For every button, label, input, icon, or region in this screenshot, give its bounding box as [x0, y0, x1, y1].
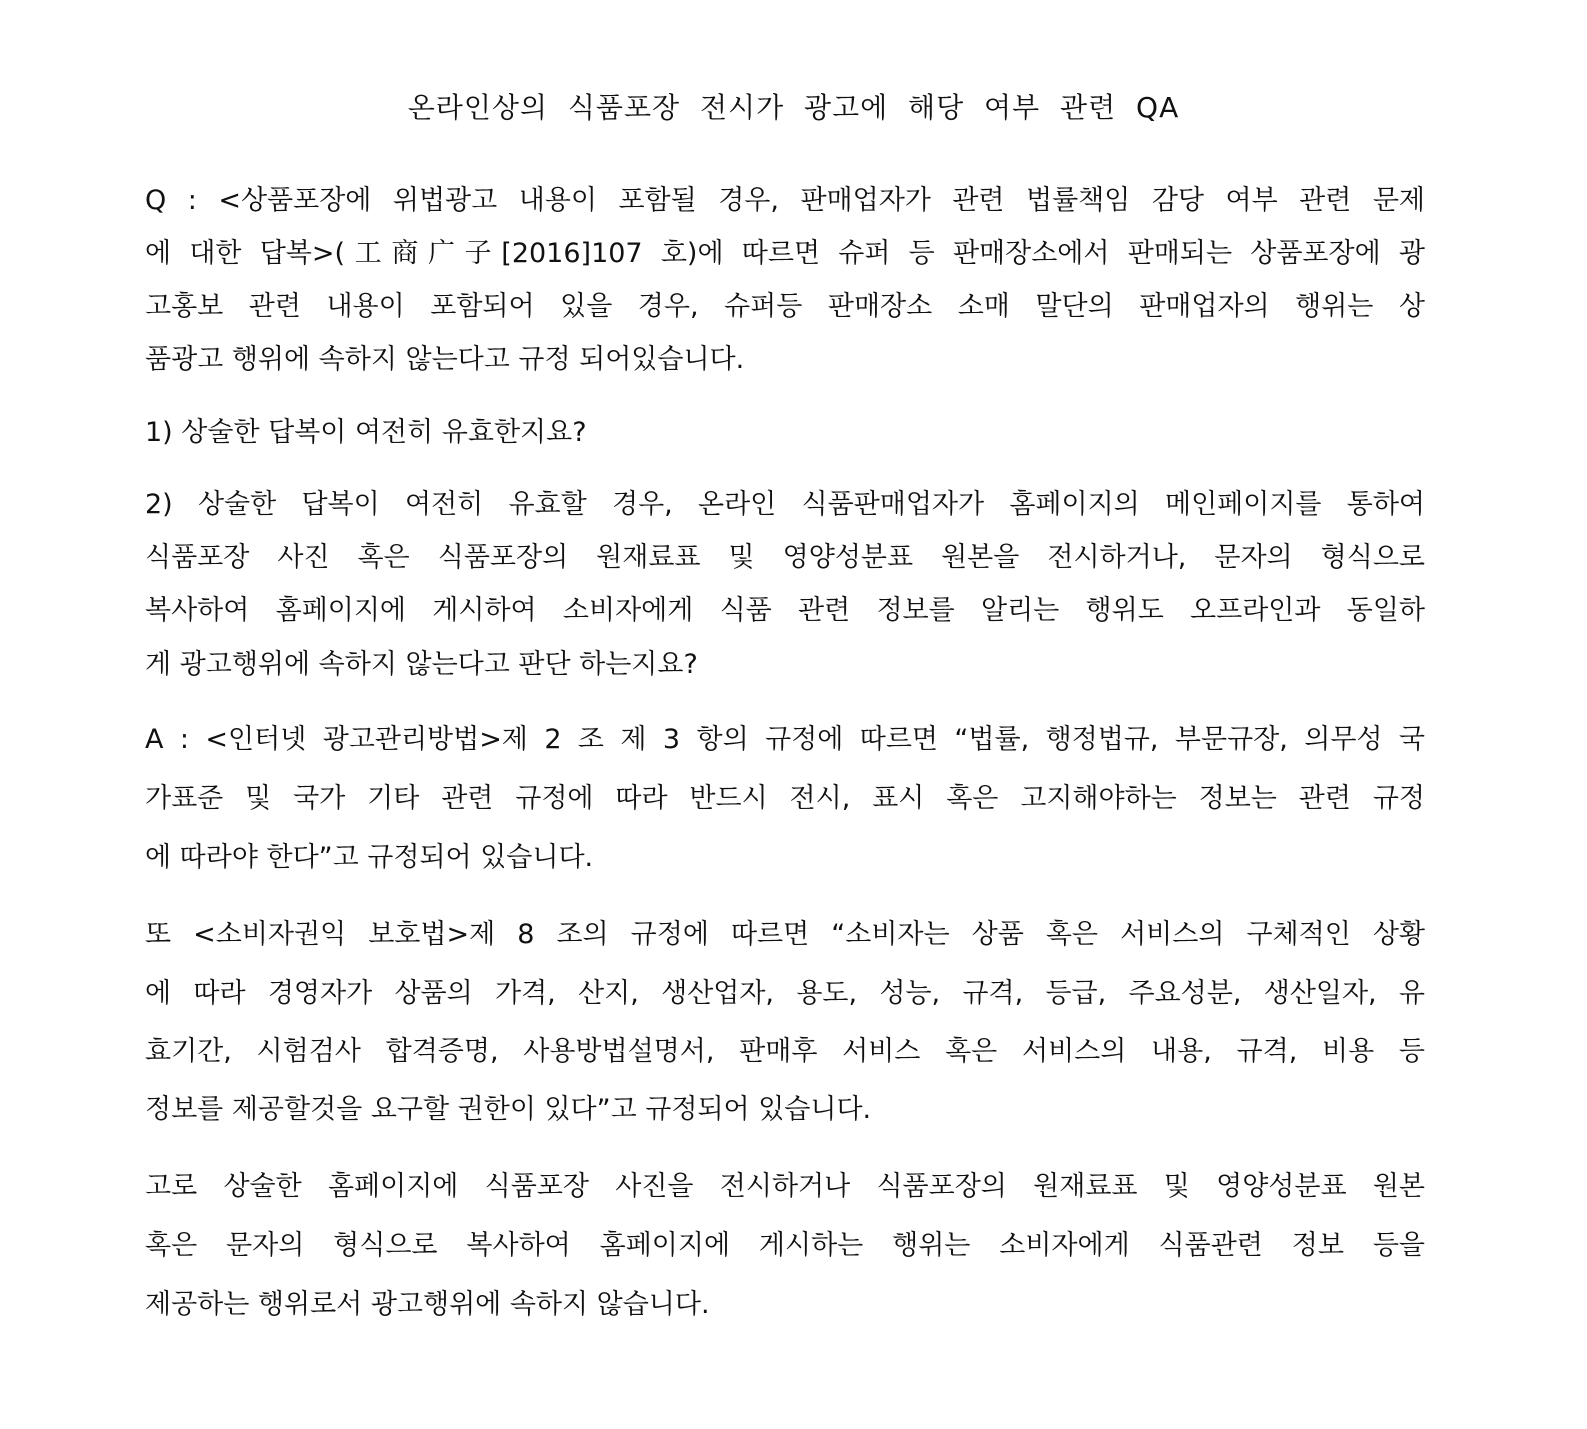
answer-2-line-1: 또 <소비자권익 보호법>제 8 조의 규정에 따르면 “소비자는 상품 혹은 서비스의 구체적인 상황: [145, 919, 1425, 950]
sub-question-2-line-4: 게 광고행위에 속하지 않는다고 판단 하는지요?: [145, 649, 698, 680]
question-line-1: Q : <상품포장에 위법광고 내용이 포함될 경우, 판매업자가 관련 법률책임 감당 여부 관련 문제: [145, 185, 1425, 216]
answer-1-line-2: 가표준 및 국가 기타 관련 규정에 따라 반드시 전시, 표시 혹은 고지해야하는 정보는 관련 규정: [145, 783, 1425, 814]
answer-2-line-2: 에 따라 경영자가 상품의 가격, 산지, 생산업자, 용도, 성능, 규격, 등급, 주요성분, 생산일자, 유: [145, 978, 1425, 1009]
document-title: 온라인상의 식품포장 전시가 광고에 해당 여부 관련 QA: [407, 91, 1180, 124]
question-line-2: 에 대한 답복>(工商广子[2016]107 호)에 따르면 슈퍼 등 판매장소에서 판매되는 상품포장에 광: [145, 238, 1425, 269]
sub-question-2-line-2: 식품포장 사진 혹은 식품포장의 원재료표 및 영양성분표 원본을 전시하거나, 문자의 형식으로: [145, 542, 1425, 573]
answer-1-line-1: A : <인터넷 광고관리방법>제 2 조 제 3 항의 규정에 따르면 “법률, 행정법규, 부문규장, 의무성 국: [145, 724, 1425, 755]
answer-1-line-3: 에 따라야 한다”고 규정되어 있습니다.: [145, 842, 594, 873]
sub-question-2-line-3: 복사하여 홈페이지에 게시하여 소비자에게 식품 관련 정보를 알리는 행위도 오프라인과 동일하: [145, 595, 1425, 626]
sub-question-1-line-1: 1) 상술한 답복이 여전히 유효한지요?: [145, 417, 587, 448]
conclusion-line-3: 제공하는 행위로서 광고행위에 속하지 않습니다.: [145, 1289, 710, 1320]
conclusion-line-2: 혹은 문자의 형식으로 복사하여 홈페이지에 게시하는 행위는 소비자에게 식품관련 정보 등을: [145, 1230, 1425, 1261]
sub-question-2-line-1: 2) 상술한 답복이 여전히 유효할 경우, 온라인 식품판매업자가 홈페이지의 메인페이지를 통하여: [145, 489, 1425, 520]
question-line-4: 품광고 행위에 속하지 않는다고 규정 되어있습니다.: [145, 344, 745, 375]
answer-2-line-3: 효기간, 시험검사 합격증명, 사용방법설명서, 판매후 서비스 혹은 서비스의 내용, 규격, 비용 등: [145, 1036, 1425, 1067]
answer-2-line-4: 정보를 제공할것을 요구할 권한이 있다”고 규정되어 있습니다.: [145, 1094, 872, 1125]
conclusion-line-1: 고로 상술한 홈페이지에 식품포장 사진을 전시하거나 식품포장의 원재료표 및 영양성분표 원본: [145, 1171, 1425, 1202]
question-line-3: 고홍보 관련 내용이 포함되어 있을 경우, 슈퍼등 판매장소 소매 말단의 판매업자의 행위는 상: [145, 291, 1425, 322]
